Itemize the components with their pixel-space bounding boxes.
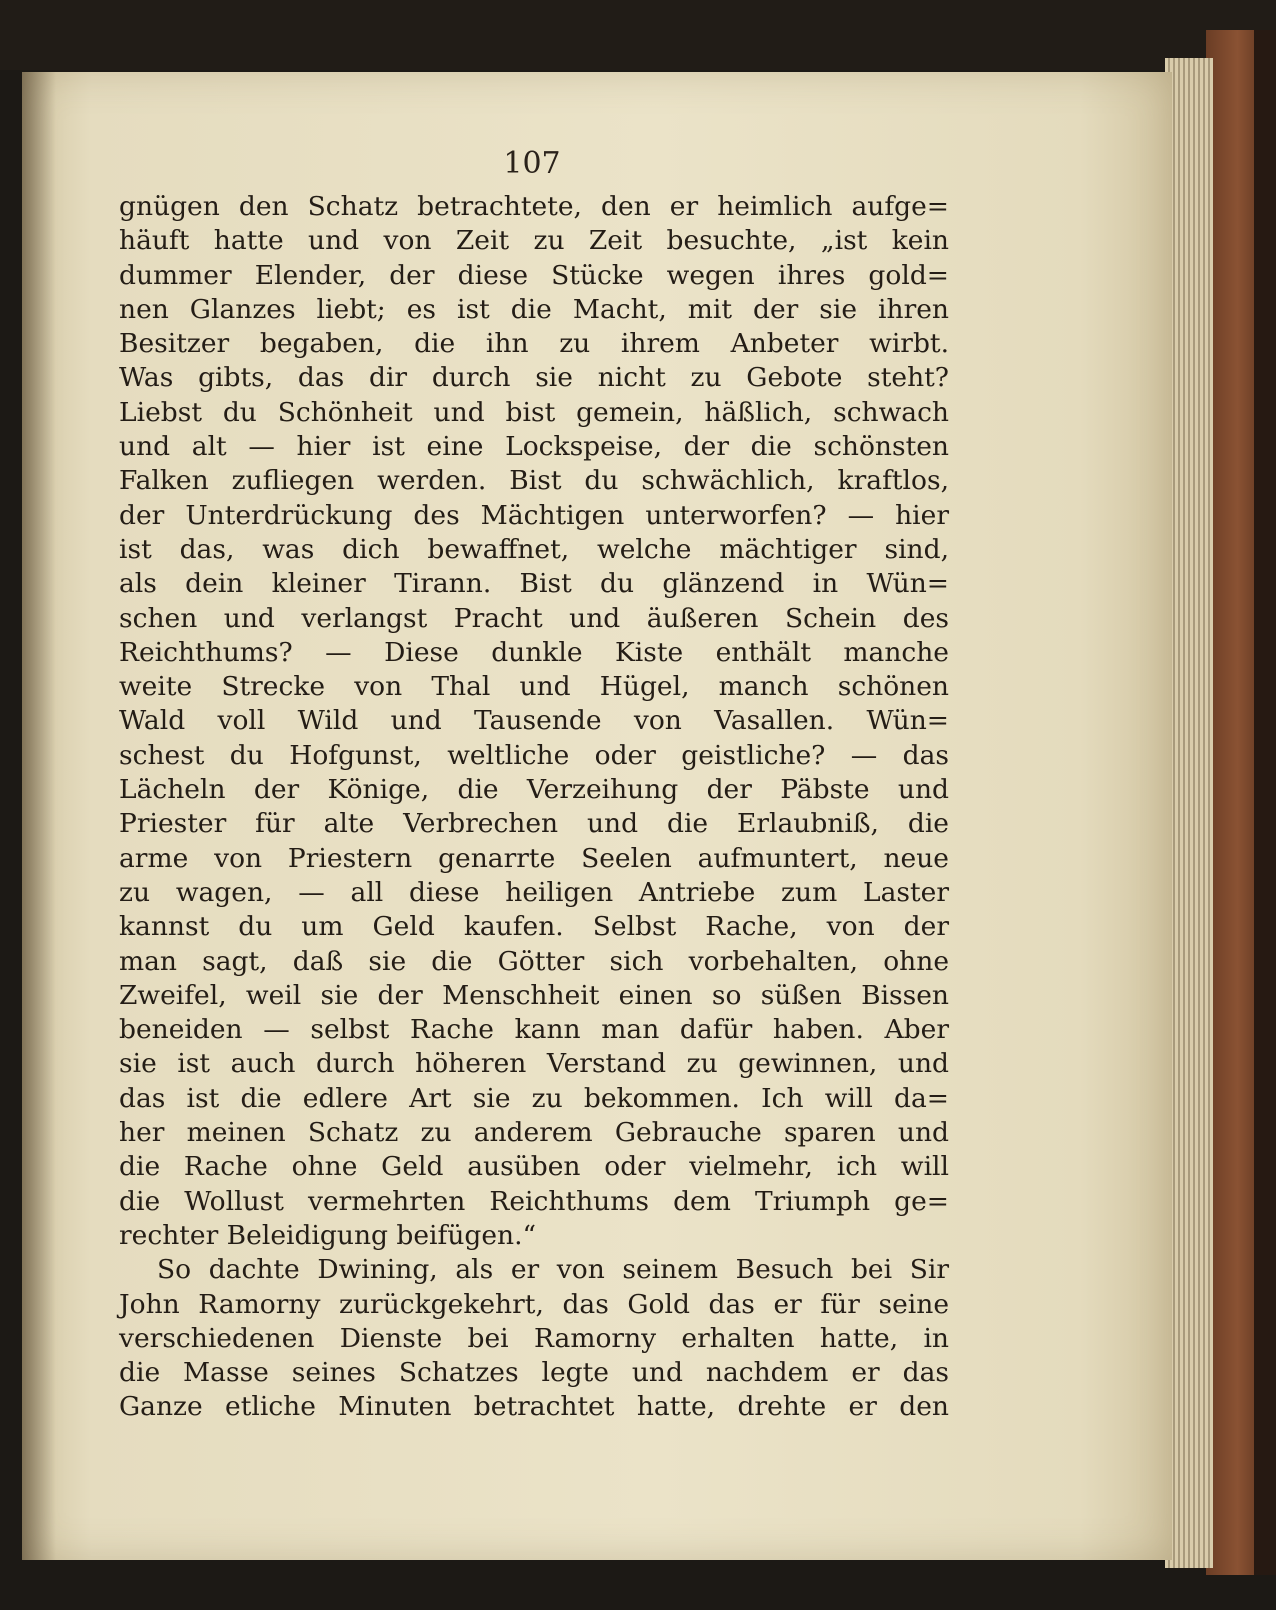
text-line: als dein kleiner Tirann. Bist du glänzend in Wün= <box>119 568 949 600</box>
text-line: her meinen Schatz zu anderem Gebrauche sparen und <box>119 1117 949 1149</box>
text-line: das ist die edlere Art sie zu bekommen. Ich will da= <box>119 1082 949 1114</box>
text-line: und alt — hier ist eine Lockspeise, der die schönsten <box>119 431 949 463</box>
text-line: beneiden — selbst Rache kann man dafür haben. Aber <box>119 1014 949 1046</box>
page-gutter-shadow <box>22 72 56 1560</box>
page-number: 107 <box>503 146 561 181</box>
text-line: Wald voll Wild und Tausende von Vasallen. Wün= <box>119 705 949 737</box>
text-line: sie ist auch durch höheren Verstand zu gewinnen, und <box>119 1048 949 1080</box>
text-line: Zweifel, weil sie der Menschheit einen so süßen Bissen <box>119 979 949 1011</box>
page-text <box>119 190 949 1425</box>
text-line: Besitzer begaben, die ihn zu ihrem Anbeter wirbt. <box>119 328 949 360</box>
text-line: man sagt, daß sie die Götter sich vorbehalten, ohne <box>119 945 949 977</box>
text-line: die Wollust vermehrten Reichthums dem Triumph ge= <box>119 1185 949 1217</box>
text-line: John Ramorny zurückgekehrt, das Gold das er für seine <box>119 1288 949 1320</box>
text-line: schen und verlangst Pracht und äußeren Schein des <box>119 602 949 634</box>
text-line: dummer Elender, der diese Stücke wegen ihres gold= <box>119 259 949 291</box>
text-line: gnügen den Schatz betrachtete, den er heimlich aufge= <box>119 191 949 222</box>
text-line: die Masse seines Schatzes legte und nachdem er das <box>119 1357 949 1389</box>
text-line: häuft hatte und von Zeit zu Zeit besuchte, „ist kein <box>119 225 949 257</box>
text-line: rechter Beleidigung beifügen.“ <box>119 1219 537 1251</box>
book-page <box>22 72 1172 1560</box>
background-shadow <box>1254 30 1276 1575</box>
text-line: nen Glanzes liebt; es ist die Macht, mit der sie ihren <box>119 293 949 325</box>
text-line: Priester für alte Verbrechen und die Erlaubniß, die <box>119 808 949 840</box>
book-cover-top <box>0 0 1276 70</box>
text-line: So dachte Dwining, als er von seinem Besuch bei Sir <box>157 1254 949 1286</box>
text-line: die Rache ohne Geld ausüben oder vielmehr, ich will <box>119 1151 949 1183</box>
text-line: der Unterdrückung des Mächtigen unterworfen? — hier <box>119 499 949 531</box>
text-line: Reichthums? — Diese dunkle Kiste enthält manche <box>119 636 949 668</box>
text-line: verschiedenen Dienste bei Ramorny erhalten hatte, in <box>119 1322 949 1354</box>
page-edges <box>1165 58 1213 1568</box>
text-line: Falken zufliegen werden. Bist du schwächlich, kraftlos, <box>119 465 949 497</box>
text-line: Liebst du Schönheit und bist gemein, häßlich, schwach <box>119 396 949 428</box>
text-line: schest du Hofgunst, weltliche oder geistliche? — das <box>119 739 949 771</box>
text-line: Was gibts, das dir durch sie nicht zu Gebote steht? <box>119 362 949 394</box>
text-line: zu wagen, — all diese heiligen Antriebe zum Laster <box>119 876 949 908</box>
text-line: Ganze etliche Minuten betrachtet hatte, drehte er den <box>119 1391 949 1423</box>
text-line: Lächeln der Könige, die Verzeihung der Päbste und <box>119 774 949 806</box>
text-line: kannst du um Geld kaufen. Selbst Rache, von der <box>119 911 949 943</box>
text-line: arme von Priestern genarrte Seelen aufmuntert, neue <box>119 842 949 874</box>
text-line: weite Strecke von Thal und Hügel, manch schönen <box>119 671 949 703</box>
text-line: ist das, was dich bewaffnet, welche mächtiger sind, <box>119 533 949 565</box>
